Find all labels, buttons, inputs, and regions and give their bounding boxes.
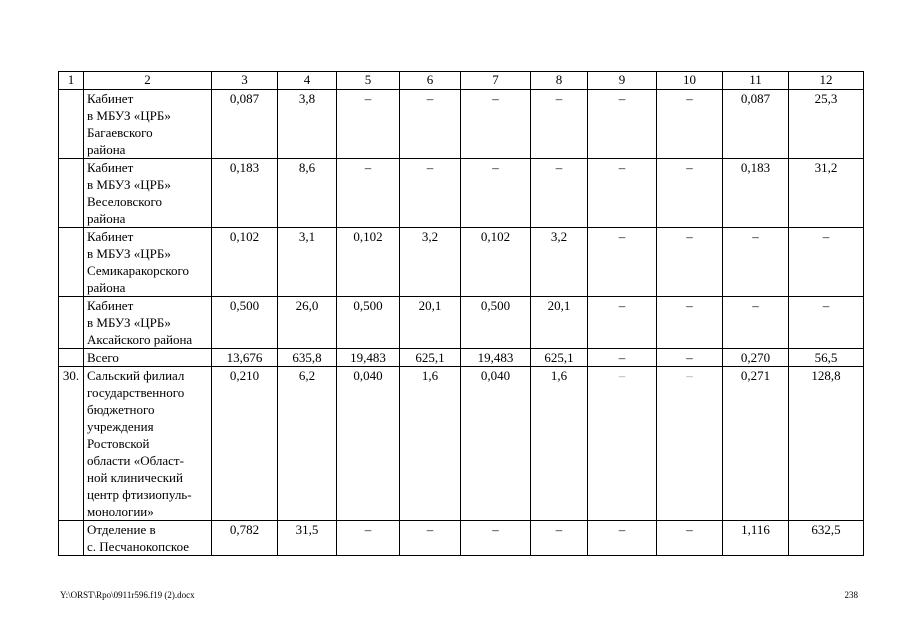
- value-cell: 0,087: [212, 90, 278, 159]
- value-cell: 0,500: [461, 297, 531, 349]
- value-cell: 0,500: [212, 297, 278, 349]
- row-number: [59, 90, 84, 159]
- value-cell: –: [588, 521, 657, 556]
- header-cell: 1: [59, 72, 84, 90]
- row-number: [59, 228, 84, 297]
- row-name: Отделение в с. Песчанокопское: [84, 521, 212, 556]
- value-cell: 0,270: [723, 349, 789, 367]
- value-cell: 1,6: [531, 367, 588, 521]
- value-cell: –: [461, 521, 531, 556]
- value-cell: 128,8: [789, 367, 864, 521]
- value-cell: 0,102: [337, 228, 400, 297]
- value-cell: 8,6: [278, 159, 337, 228]
- value-cell: –: [657, 297, 723, 349]
- value-cell: –: [789, 228, 864, 297]
- header-cell: 9: [588, 72, 657, 90]
- value-cell: 25,3: [789, 90, 864, 159]
- value-cell: –: [531, 90, 588, 159]
- table-row: [59, 228, 864, 297]
- document-table: [58, 71, 864, 556]
- value-cell: 0,102: [212, 228, 278, 297]
- value-cell: –: [461, 159, 531, 228]
- value-cell: 31,5: [278, 521, 337, 556]
- value-cell: –: [337, 90, 400, 159]
- header-cell: 11: [723, 72, 789, 90]
- value-cell: –: [657, 349, 723, 367]
- value-cell: 0,040: [337, 367, 400, 521]
- row-name: Всего: [84, 349, 212, 367]
- footer-file-path: Y:\ORST\Rpo\0911r596.f19 (2).docx: [60, 590, 195, 600]
- table-row: [59, 90, 864, 159]
- row-name: Сальский филиал государственного бюджетного учреждения Ростовской области «Област- ной клинический центр фтизиопуль- монологии»: [84, 367, 212, 521]
- value-cell: 13,676: [212, 349, 278, 367]
- value-cell: 26,0: [278, 297, 337, 349]
- value-cell: 20,1: [531, 297, 588, 349]
- value-cell: 0,500: [337, 297, 400, 349]
- header-cell: 7: [461, 72, 531, 90]
- value-cell: 0,271: [723, 367, 789, 521]
- value-cell: –: [588, 228, 657, 297]
- value-cell: –: [588, 159, 657, 228]
- value-cell: 6,2: [278, 367, 337, 521]
- value-cell: –: [461, 90, 531, 159]
- header-cell: 12: [789, 72, 864, 90]
- header-cell: 8: [531, 72, 588, 90]
- value-cell: –: [588, 367, 657, 521]
- value-cell: –: [337, 159, 400, 228]
- header-cell: 2: [84, 72, 212, 90]
- value-cell: –: [657, 90, 723, 159]
- value-cell: –: [723, 228, 789, 297]
- row-number: 30.: [59, 367, 84, 521]
- value-cell: –: [588, 349, 657, 367]
- value-cell: 1,116: [723, 521, 789, 556]
- value-cell: –: [531, 521, 588, 556]
- header-cell: 10: [657, 72, 723, 90]
- header-row: [59, 72, 864, 90]
- value-cell: 0,183: [212, 159, 278, 228]
- row-number: [59, 297, 84, 349]
- value-cell: 3,1: [278, 228, 337, 297]
- value-cell: –: [400, 90, 461, 159]
- value-cell: 3,8: [278, 90, 337, 159]
- table-row: [59, 349, 864, 367]
- value-cell: –: [400, 159, 461, 228]
- value-cell: 3,2: [400, 228, 461, 297]
- value-cell: –: [723, 297, 789, 349]
- row-number: [59, 349, 84, 367]
- value-cell: –: [657, 159, 723, 228]
- value-cell: 1,6: [400, 367, 461, 521]
- value-cell: –: [657, 228, 723, 297]
- value-cell: –: [789, 297, 864, 349]
- table-row: [59, 297, 864, 349]
- header-cell: 4: [278, 72, 337, 90]
- value-cell: 0,782: [212, 521, 278, 556]
- value-cell: 19,483: [337, 349, 400, 367]
- value-cell: 56,5: [789, 349, 864, 367]
- value-cell: –: [531, 159, 588, 228]
- value-cell: –: [588, 90, 657, 159]
- header-cell: 6: [400, 72, 461, 90]
- page-number: 238: [844, 590, 858, 600]
- row-name: Кабинет в МБУЗ «ЦРБ» Аксайского района: [84, 297, 212, 349]
- header-cell: 5: [337, 72, 400, 90]
- value-cell: –: [337, 521, 400, 556]
- table-row: [59, 367, 864, 521]
- value-cell: –: [400, 521, 461, 556]
- value-cell: –: [588, 297, 657, 349]
- row-name: Кабинет в МБУЗ «ЦРБ» Багаевского района: [84, 90, 212, 159]
- row-number: [59, 159, 84, 228]
- value-cell: 0,040: [461, 367, 531, 521]
- row-name: Кабинет в МБУЗ «ЦРБ» Семикаракорского района: [84, 228, 212, 297]
- row-name: Кабинет в МБУЗ «ЦРБ» Веселовского района: [84, 159, 212, 228]
- value-cell: 0,102: [461, 228, 531, 297]
- value-cell: 31,2: [789, 159, 864, 228]
- value-cell: 3,2: [531, 228, 588, 297]
- value-cell: 635,8: [278, 349, 337, 367]
- header-cell: 3: [212, 72, 278, 90]
- value-cell: 0,087: [723, 90, 789, 159]
- value-cell: –: [657, 367, 723, 521]
- value-cell: –: [657, 521, 723, 556]
- value-cell: 625,1: [400, 349, 461, 367]
- value-cell: 0,210: [212, 367, 278, 521]
- table-row: [59, 521, 864, 556]
- value-cell: 632,5: [789, 521, 864, 556]
- row-number: [59, 521, 84, 556]
- value-cell: 20,1: [400, 297, 461, 349]
- value-cell: 625,1: [531, 349, 588, 367]
- table-row: [59, 159, 864, 228]
- value-cell: 0,183: [723, 159, 789, 228]
- value-cell: 19,483: [461, 349, 531, 367]
